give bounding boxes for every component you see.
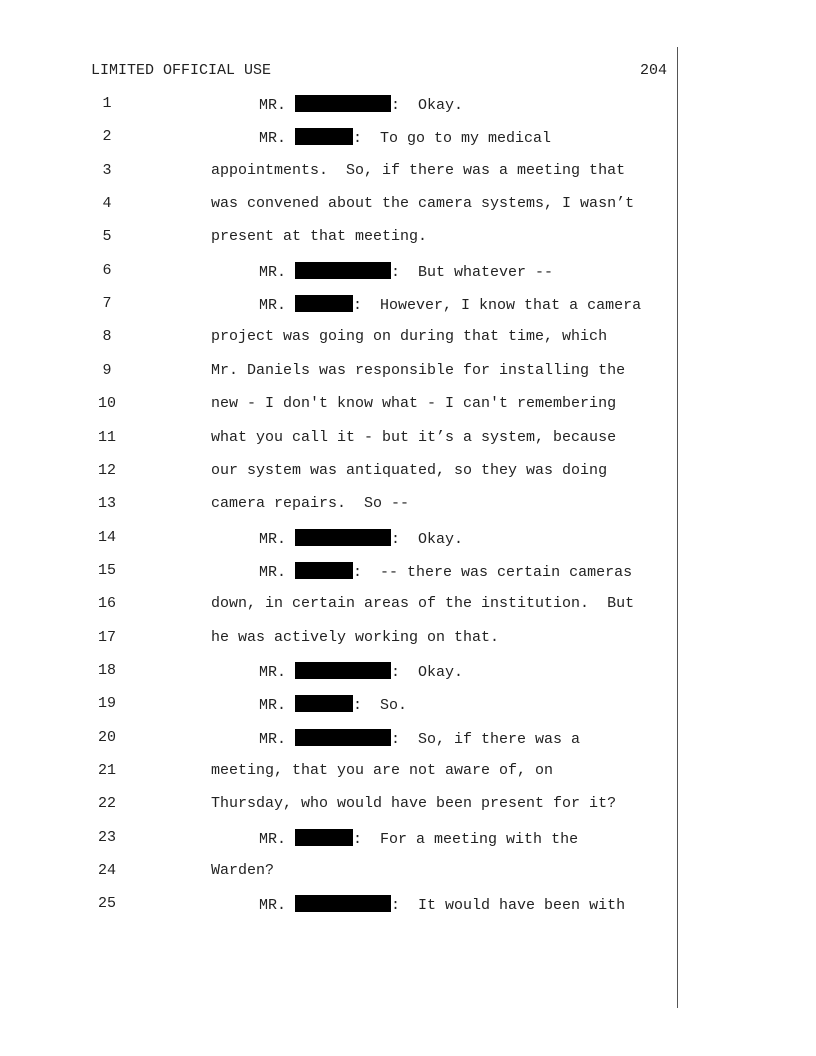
line-number: 4	[102, 195, 112, 213]
line-number: 14	[97, 528, 116, 546]
transcript-line	[0, 829, 816, 851]
line-number: 23	[97, 828, 116, 846]
line-text	[259, 695, 407, 714]
speaker-label: MR.	[259, 297, 287, 315]
line-number: 3	[102, 161, 112, 179]
line-text	[259, 729, 580, 748]
transcript-line	[0, 895, 816, 917]
redaction-block	[295, 662, 391, 679]
line-text: was convened about the camera systems, I wasn’t	[211, 195, 635, 213]
line-number: 1	[102, 95, 112, 112]
line-text: appointments. So, if there was a meeting that	[211, 161, 626, 179]
line-number: 9	[102, 361, 112, 379]
line-number: 12	[97, 461, 116, 479]
line-number: 18	[97, 661, 116, 679]
line-text: project was going on during that time, which	[211, 328, 608, 346]
redaction-block	[295, 895, 391, 912]
transcript-line	[0, 862, 816, 884]
redaction-block	[295, 829, 353, 846]
transcript-line	[0, 295, 816, 317]
speaker-label: MR.	[259, 97, 287, 114]
line-number: 22	[97, 795, 116, 813]
line-number: 13	[97, 495, 116, 513]
spoken-text: : It would have been with	[391, 897, 626, 915]
line-number: 17	[97, 628, 116, 646]
line-number: 2	[102, 128, 112, 146]
transcript-line	[0, 162, 816, 184]
spoken-text: : -- there was certain cameras	[353, 563, 633, 581]
transcript-line	[0, 795, 816, 817]
transcript-line	[0, 429, 816, 451]
redaction-block	[295, 128, 353, 145]
transcript-line	[0, 462, 816, 484]
transcript-line	[0, 195, 816, 217]
transcript-line	[0, 495, 816, 517]
page-number: 204	[639, 62, 667, 79]
speaker-label: MR.	[259, 697, 287, 715]
classification-header: LIMITED OFFICIAL USE	[91, 62, 272, 79]
spoken-text: : To go to my medical	[353, 130, 552, 148]
redaction-block	[295, 295, 353, 312]
spoken-text: : But whatever --	[391, 263, 554, 281]
line-text: down, in certain areas of the institution. But	[211, 595, 635, 613]
line-number: 10	[97, 395, 116, 413]
line-text	[259, 295, 641, 314]
speaker-label: MR.	[259, 563, 287, 581]
transcript-line	[0, 762, 816, 784]
redaction-block	[295, 729, 391, 746]
line-text: camera repairs. So --	[211, 495, 410, 513]
speaker-label: MR.	[259, 263, 287, 281]
line-number: 11	[97, 428, 116, 446]
spoken-text: : So, if there was a	[391, 730, 581, 748]
line-text	[259, 895, 625, 914]
line-number: 19	[97, 695, 116, 713]
line-text: Warden?	[211, 862, 275, 880]
line-text: meeting, that you are not aware of, on	[211, 762, 554, 779]
line-number: 20	[97, 728, 116, 746]
redaction-block	[295, 95, 391, 112]
line-text	[259, 529, 463, 548]
transcript-line	[0, 228, 816, 250]
transcript-line	[0, 695, 816, 717]
speaker-label: MR.	[259, 830, 287, 848]
speaker-label: MR.	[259, 730, 287, 748]
spoken-text: : Okay.	[391, 530, 464, 548]
transcript-line	[0, 395, 816, 417]
line-text: present at that meeting.	[211, 228, 428, 246]
line-text: new - I don't know what - I can't remembering	[211, 395, 617, 413]
redaction-block	[295, 695, 353, 712]
transcript-line	[0, 662, 816, 684]
line-text: Thursday, who would have been present for it?	[211, 795, 617, 813]
line-text	[259, 128, 551, 147]
spoken-text: : So.	[353, 697, 408, 715]
line-number: 24	[97, 862, 116, 880]
spoken-text: : For a meeting with the	[353, 830, 579, 848]
line-number: 16	[97, 595, 116, 613]
redaction-block	[295, 262, 391, 279]
speaker-label: MR.	[259, 530, 287, 548]
transcript-line	[0, 529, 816, 551]
line-number: 7	[102, 295, 112, 313]
line-text: what you call it - but it’s a system, because	[211, 428, 617, 446]
redaction-block	[295, 529, 391, 546]
transcript-line	[0, 262, 816, 284]
transcript-line	[0, 128, 816, 150]
speaker-label: MR.	[259, 663, 287, 681]
transcript-line	[0, 328, 816, 350]
redaction-block	[295, 562, 353, 579]
line-number: 21	[97, 762, 116, 779]
line-number: 6	[102, 261, 112, 279]
line-text	[259, 829, 578, 848]
speaker-label: MR.	[259, 130, 287, 148]
line-number: 5	[102, 228, 112, 246]
spoken-text: : Okay.	[391, 97, 464, 114]
line-text	[259, 262, 553, 281]
line-text	[259, 662, 463, 681]
line-number: 8	[102, 328, 112, 346]
transcript-line	[0, 95, 816, 117]
line-text	[259, 95, 463, 114]
transcript-line	[0, 729, 816, 751]
line-text: our system was antiquated, so they was doing	[211, 461, 608, 479]
transcript-line	[0, 595, 816, 617]
transcript-line	[0, 362, 816, 384]
transcript-line	[0, 629, 816, 651]
line-text: he was actively working on that.	[211, 628, 500, 646]
line-number: 15	[97, 561, 116, 579]
line-text: Mr. Daniels was responsible for installing the	[211, 361, 626, 379]
line-text	[259, 562, 632, 581]
spoken-text: : Okay.	[391, 663, 464, 681]
transcript-line	[0, 562, 816, 584]
line-number: 25	[97, 895, 116, 913]
speaker-label: MR.	[259, 897, 287, 915]
spoken-text: : However, I know that a camera	[353, 297, 642, 315]
